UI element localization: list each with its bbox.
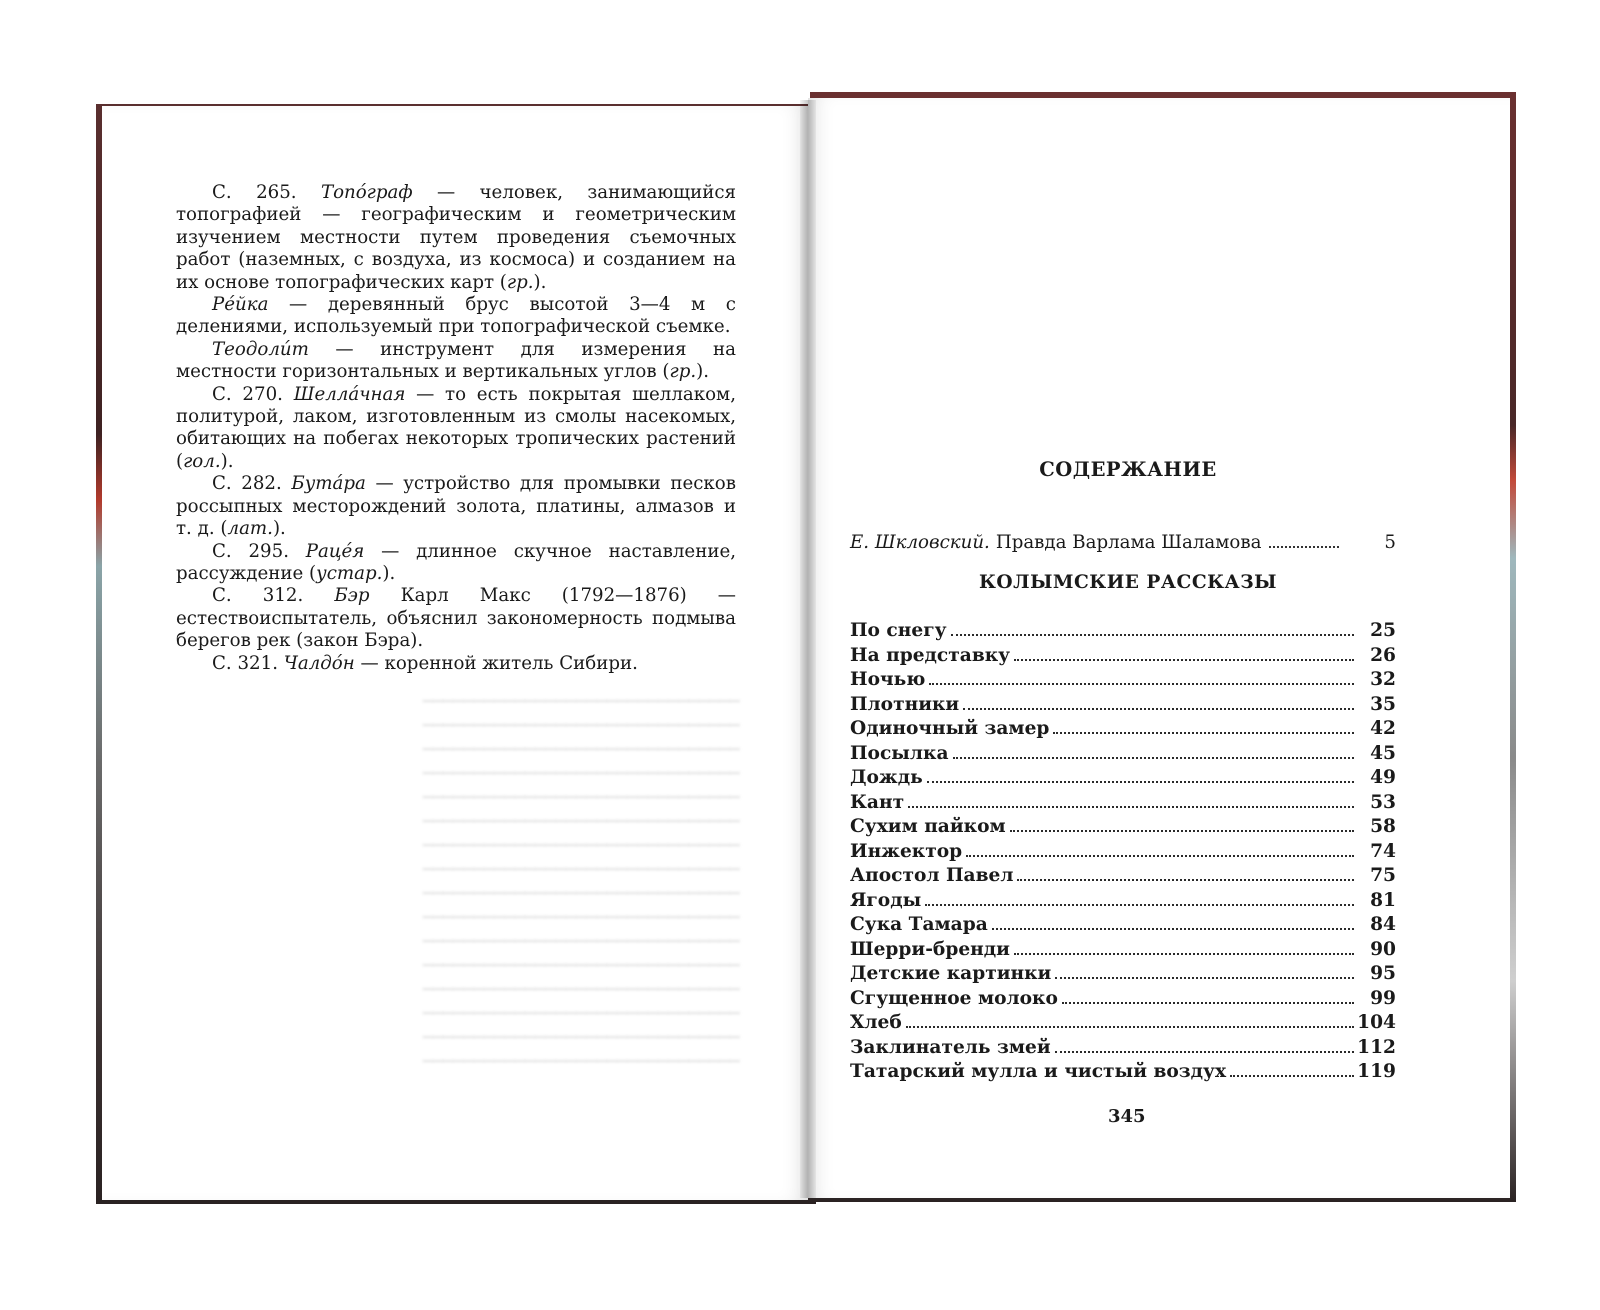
glossary-end: ). <box>272 518 286 540</box>
glossary-term: Ре́йка <box>212 294 269 316</box>
dot-leader <box>908 806 1354 808</box>
glossary-term: Раце́я <box>305 540 365 562</box>
dot-leader <box>951 634 1355 636</box>
glossary-text: — устройство для промывки песков россыпных месторождений золота, платины, алмазов и т. д. ( <box>176 473 736 540</box>
dot-leader <box>925 904 1354 906</box>
toc-entry-title: Апостол Павел <box>850 865 1014 886</box>
glossary-source: гр. <box>506 271 534 293</box>
toc-entry[interactable] <box>850 816 1396 841</box>
glossary-term: Чалдо́н <box>283 652 355 674</box>
dot-leader <box>953 757 1354 759</box>
dot-leader <box>1010 830 1354 832</box>
toc-entry-page: 45 <box>1370 742 1396 764</box>
glossary-term: Теодоли́т <box>212 338 309 360</box>
toc-entry-title: Татарский мулла и чистый воздух <box>850 1061 1227 1082</box>
dot-leader <box>1230 1075 1354 1077</box>
toc-entry-title: Сука Тамара <box>850 914 988 935</box>
toc-intro-entry[interactable] <box>850 532 1396 553</box>
toc-entry[interactable] <box>850 1037 1396 1062</box>
dot-leader <box>927 781 1354 783</box>
toc-entry-page: 95 <box>1370 963 1396 984</box>
toc-entry-title: Шерри-бренди <box>850 938 1010 960</box>
glossary-term: Топо́граф <box>320 182 413 203</box>
toc-entries <box>850 620 1396 1086</box>
toc-section-title: КОЛЫМСКИЕ РАССКАЗЫ <box>979 572 1277 593</box>
glossary-ref: С. 321. <box>212 652 278 674</box>
toc-entry-title: Инжектор <box>850 840 963 862</box>
dot-leader <box>1017 879 1354 881</box>
toc-entry-title: Ночью <box>850 669 926 690</box>
toc-entry-page: 26 <box>1370 644 1396 666</box>
toc-entry-title: По снегу <box>850 620 947 641</box>
toc-entry[interactable] <box>850 865 1396 890</box>
toc-entry-title: Одиночный замер <box>850 718 1050 739</box>
toc-entry-title: На представку <box>850 644 1011 666</box>
toc-entry-page: 99 <box>1370 987 1396 1009</box>
toc-entry-title: Кант <box>850 791 905 813</box>
glossary-source: гол. <box>183 450 221 472</box>
glossary-source: гр. <box>669 361 697 383</box>
toc-entry-title: Дождь <box>850 767 923 788</box>
dot-leader <box>906 1026 1354 1028</box>
toc-entry-title: Плотники <box>850 693 960 715</box>
dot-leader <box>1053 732 1354 734</box>
toc-entry-page: 119 <box>1357 1061 1396 1082</box>
dot-leader <box>1269 538 1339 548</box>
dot-leader <box>966 855 1354 857</box>
glossary-entry <box>176 384 736 474</box>
toc-entry-title: Детские картинки <box>850 963 1052 984</box>
toc-entry-page: 104 <box>1357 1012 1396 1033</box>
glossary-ref: С. 270. <box>212 383 283 405</box>
toc-entry-page: 90 <box>1370 938 1396 960</box>
glossary-end: ). <box>382 562 396 584</box>
glossary-text: — коренной житель Сибири. <box>354 652 638 674</box>
toc-entry-title: Посылка <box>850 742 949 764</box>
toc-entry-page: 42 <box>1370 718 1396 739</box>
dot-leader <box>963 708 1354 710</box>
glossary-text: — деревянный брус высотой 3—4 м с делениями, используемый при топографической съемке. <box>176 294 736 338</box>
toc-entry-page: 32 <box>1370 669 1396 690</box>
toc-heading: СОДЕРЖАНИЕ <box>1039 458 1217 481</box>
dot-leader <box>992 928 1354 930</box>
toc-entry[interactable] <box>850 669 1396 694</box>
glossary-term: Шелла́чная <box>293 383 406 405</box>
dot-leader <box>1055 1051 1354 1053</box>
glossary-end: ). <box>696 361 710 383</box>
glossary-source: лат. <box>227 518 273 540</box>
dot-leader <box>1062 1002 1354 1004</box>
page-number: 345 <box>1108 1106 1146 1127</box>
toc-entry[interactable] <box>850 743 1396 768</box>
toc-entry-page: 84 <box>1370 914 1396 935</box>
toc-entry-page: 112 <box>1357 1036 1396 1058</box>
dot-leader <box>1014 659 1354 661</box>
toc-entry-page: 35 <box>1370 693 1396 715</box>
glossary-end: ). <box>533 271 547 293</box>
glossary-entry <box>176 339 736 384</box>
glossary-entry <box>176 653 736 675</box>
glossary-ref: С. 295. <box>212 540 289 562</box>
glossary-text: — инструмент для измерения на местности горизонтальных и вертикальных углов ( <box>176 338 736 383</box>
toc-entry-page: 25 <box>1370 620 1396 641</box>
toc-entry-title: Сухим пайком <box>850 816 1006 837</box>
toc-entry-page: 58 <box>1370 816 1396 837</box>
glossary-term: Бута́ра <box>291 473 366 495</box>
toc-entry[interactable] <box>850 792 1396 817</box>
show-through-text: ━━━━━━━━━━━━━━━━━━━━━━━━━━━━━━━ ━━━━━━━━━━━━━━━━━━━━━━━━━━━━━━━ ━━━━━━━━━━━━━━━━━━━━━━━━━━━━━━━ ━━━━━━━━━━━━━━━━━━━━━━━━━━━━━━━ ━━━━━━━━━━━━━━━━━━━━━━━━━━━━━━━ ━━━━━━━━━━━━━━━━━━━━━━━━━━━━━━━ ━━━━━━━━━━━━━━━━━━━━━━━━━━━━━━━ ━━━━━━━━━━━━━━━━━━━━━━━━━━━━━━━ ━━━━━━━━━━━━━━━━━━━━━━━━━━━━━━━ ━━━━━━━━━━━━━━━━━━━━━━━━━━━━━━━ ━━━━━━━━━━━━━━━━━━━━━━━━━━━━━━━ ━━━━━━━━━━━━━━━━━━━━━━━━━━━━━━━ ━━━━━━━━━━━━━━━━━━━━━━━━━━━━━━━ ━━━━━━━━━━━━━━━━━━━━━━━━━━━━━━━ ━━━━━━━━━━━━━━━━━━━━━━━━━━━━━━━ ━━━━━━━━━━━━━━━━━━━━━━━━━━━━━━━ <box>422 692 740 1072</box>
glossary-term: Бэр <box>334 585 370 607</box>
toc-entry[interactable] <box>850 694 1396 719</box>
toc-entry[interactable] <box>850 939 1396 964</box>
book-spine-shadow <box>800 100 816 1198</box>
dot-leader <box>929 683 1354 685</box>
toc-entry[interactable] <box>850 767 1396 792</box>
toc-intro-author: Е. Шкловский. <box>850 532 990 553</box>
toc-entry[interactable] <box>850 1061 1396 1086</box>
glossary-source: устар. <box>316 562 383 584</box>
toc-entry-page: 74 <box>1370 840 1396 862</box>
toc-entry-page: 81 <box>1370 889 1396 911</box>
glossary-notes <box>176 182 736 675</box>
toc-entry-title: Заклинатель змей <box>850 1036 1051 1058</box>
glossary-text: Карл Макс (1792—1876) — естествоиспытатель, объяснил закономерность подмыва берегов рек (закон Бэра). <box>176 585 736 652</box>
glossary-end: ). <box>220 450 234 472</box>
toc-entry[interactable] <box>850 1012 1396 1037</box>
glossary-text: — человек, занимающийся топографией — географическим и геометрическим изучением местности путем проведения съемочных работ (наземных, с воздуха, из космоса) и созданием на их основе топографических карт ( <box>176 182 736 293</box>
glossary-ref: С. 265. <box>212 182 297 203</box>
toc-entry-page: 75 <box>1370 865 1396 886</box>
toc-entry-title: Ягоды <box>850 889 922 911</box>
glossary-entry <box>176 182 736 294</box>
toc-entry[interactable] <box>850 963 1396 988</box>
toc-entry-title: Сгущенное молоко <box>850 987 1058 1009</box>
glossary-entry <box>176 541 736 586</box>
glossary-text: — то есть покрытая шеллаком, политурой, лаком, изготовленным из смолы насекомых, обитающих на побегах некоторых тропических растений ( <box>176 383 736 472</box>
glossary-entry <box>176 473 736 540</box>
toc-entry-page: 49 <box>1370 767 1396 788</box>
toc-entry[interactable] <box>850 890 1396 915</box>
toc-entry[interactable] <box>850 988 1396 1013</box>
toc-entry[interactable] <box>850 645 1396 670</box>
toc-entry-title: Хлеб <box>850 1012 902 1033</box>
glossary-ref: С. 312. <box>212 585 304 607</box>
toc-entry-page: 53 <box>1370 791 1396 813</box>
toc-intro-page: 5 <box>1384 532 1396 553</box>
glossary-entry <box>176 294 736 339</box>
glossary-entry <box>176 585 736 652</box>
glossary-text: — длинное скучное наставление, рассуждение ( <box>176 540 736 584</box>
glossary-ref: С. 282. <box>212 473 282 495</box>
toc-entry[interactable] <box>850 620 1396 645</box>
toc-entry[interactable] <box>850 914 1396 939</box>
toc-entry[interactable] <box>850 718 1396 743</box>
dot-leader <box>1014 953 1354 955</box>
dot-leader <box>1055 977 1354 979</box>
toc-intro-title: Правда Варлама Шаламова <box>995 532 1262 553</box>
toc-entry[interactable] <box>850 841 1396 866</box>
